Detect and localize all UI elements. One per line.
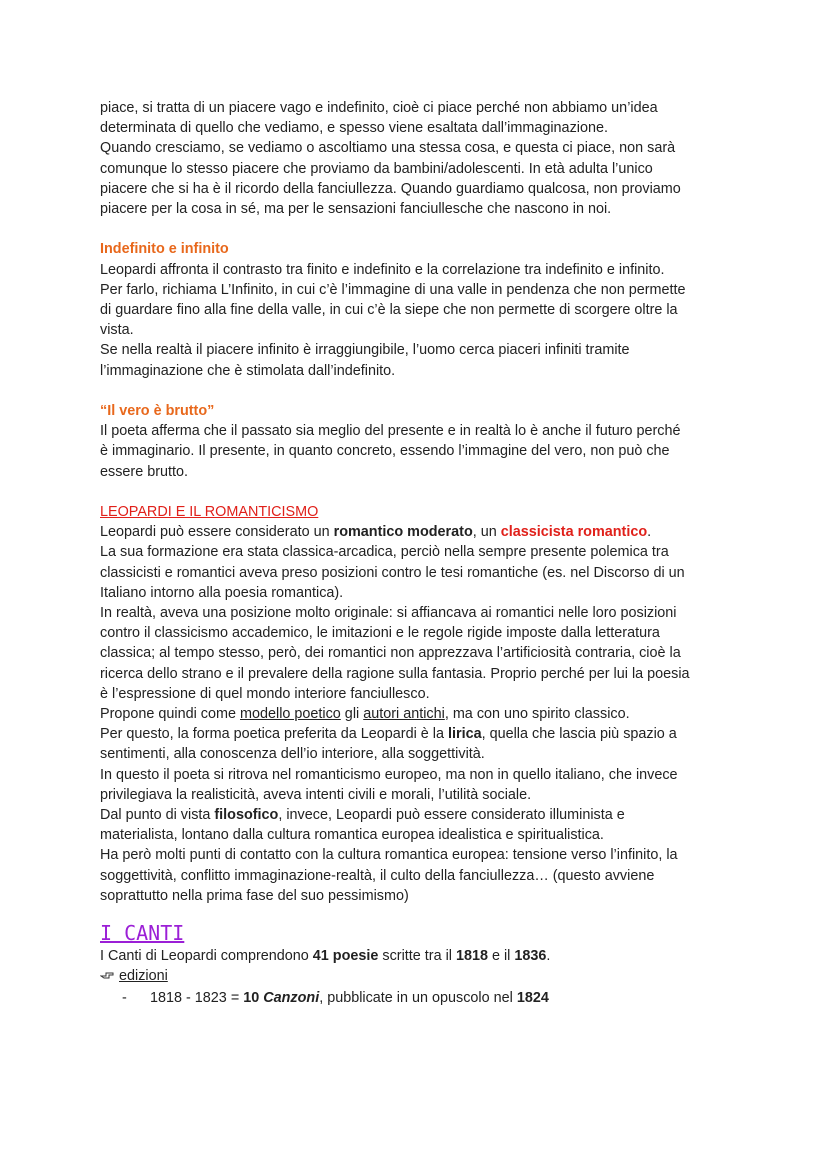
text-line: Leopardi può essere considerato un romantico moderato, un classicista romantico. [100, 524, 652, 541]
text-line: Per questo, la forma poetica preferita da Leopardi è la lirica, quella che lascia più spazio a [100, 726, 677, 743]
text-line: essere brutto. [100, 463, 188, 480]
hand-pointing-icon [100, 966, 115, 986]
text-line: classica; al tempo stesso, però, dei romantici non apprezzava l’artificiosità contraria, cioè la [100, 645, 681, 662]
bullet-dash: - [122, 990, 127, 1007]
bold-term: lirica [447, 726, 482, 743]
list-item [122, 988, 740, 1008]
paragraph-romanticismo [100, 522, 740, 906]
edizioni-label: edizioni [119, 968, 168, 985]
list-item-text: 1818 - 1823 = 10 Canzoni, pubblicate in un opuscolo nel 1824 [150, 990, 549, 1007]
text-line: privilegiava la realisticità, aveva intenti civili e morali, l’utilità sociale. [100, 786, 532, 803]
text-line: Propone quindi come modello poetico gli autori antichi, ma con uno spirito classico. [100, 706, 630, 723]
edizioni-line [100, 966, 740, 986]
text-line: Quando cresciamo, se vediamo o ascoltiamo una stessa cosa, e questa ci piace, non sarà [100, 140, 676, 157]
heading-indefinito-infinito: Indefinito e infinito [100, 241, 229, 258]
text-line: soprattutto nella prima fase del suo pessimismo) [100, 887, 409, 904]
bold-term: 1836 [514, 948, 547, 965]
underlined-term: modello poetico [240, 706, 341, 723]
text-line: Italiano intorno alla poesia romantica). [100, 584, 344, 601]
bold-term: filosofico [214, 807, 279, 824]
text-line: Il poeta afferma che il passato sia meglio del presente e in realtà lo è anche il futuro perché [100, 423, 681, 440]
bold-term: 41 poesie [312, 948, 379, 965]
highlighted-term: classicista romantico [500, 524, 648, 541]
text-line: piace, si tratta di un piacere vago e indefinito, cioè ci piace perché non abbiamo un’idea [100, 100, 658, 116]
text-line: Per farlo, richiama L’Infinito, in cui c’è l’immagine di una valle in pendenza che non permette [100, 281, 686, 298]
heading-vero-brutto: “Il vero è brutto” [100, 403, 215, 420]
spacer [100, 219, 740, 239]
document-page [100, 98, 740, 1009]
text-line: è l’espressione di quel mondo interiore fanciullesco. [100, 685, 430, 702]
text-line: I Canti di Leopardi comprendono 41 poesie scritte tra il 1818 e il 1836. [100, 948, 551, 965]
text-line: Leopardi affronta il contrasto tra finito e indefinito e la correlazione tra indefinito e infinito. [100, 261, 665, 278]
bold-term: 1824 [516, 990, 549, 1007]
text-line: Dal punto di vista filosofico, invece, Leopardi può essere considerato illuminista e [100, 807, 625, 824]
text-line: In questo il poeta si ritrova nel romanticismo europeo, ma non in quello italiano, che invece [100, 766, 678, 783]
bold-term: 1818 [455, 948, 488, 965]
text-line: piacere per la cosa in sé, ma per le sensazioni fanciullesche che nascono in noi. [100, 201, 612, 218]
text-line: Se nella realtà il piacere infinito è irraggiungibile, l’uomo cerca piaceri infiniti tramite [100, 342, 630, 359]
text-line: comunque lo stesso piacere che proviamo da bambini/adolescenti. In età adulta l’unico [100, 160, 653, 177]
underlined-term: autori antichi [363, 706, 445, 723]
text-line: In realtà, aveva una posizione molto originale: si affiancava ai romantici nelle loro posizioni [100, 605, 677, 622]
paragraph-piacere [100, 98, 740, 219]
text-line: di guardare fino alla fine della valle, in cui c’è la siepe che non permette di scorgere oltre la [100, 302, 678, 319]
text-line: contro il classicismo accademico, le imitazioni e le regole rigide imposte dalla letteratura [100, 625, 660, 642]
text-line: Ha però molti punti di contatto con la cultura romantica europea: tensione verso l’infinito, la [100, 847, 678, 864]
text-line: sentimenti, alla conoscenza dell’io interiore, alla soggettività. [100, 746, 485, 763]
text-line: vista. [100, 322, 134, 339]
text-line: classicisti e romantici aveva preso posizioni contro le tesi romantiche (es. nel Discorso di un [100, 564, 685, 581]
heading-leopardi-romanticismo: LEOPARDI E IL ROMANTICISMO [100, 504, 319, 521]
text-line: La sua formazione era stata classica-arcadica, perciò nella sempre presente polemica tra [100, 544, 669, 561]
text-line: determinata di quello che vediamo, e spesso viene esaltata dall’immaginazione. [100, 120, 608, 137]
heading-i-canti: I CANTI [100, 921, 185, 946]
paragraph-vero [100, 421, 740, 482]
text-line: ricerca dello strano e il prevalere della ragione sulla fantasia. Proprio perché per lui la poesia [100, 665, 690, 682]
text-line: l’immaginazione che è stimolata dall’indefinito. [100, 362, 396, 379]
text-line: è immaginario. Il presente, in quanto concreto, essendo l’immagine del vero, non può che [100, 443, 670, 460]
paragraph-indefinito [100, 260, 740, 381]
text-line: soggettività, conflitto immaginazione-realtà, il culto della fanciullezza… (questo avviene [100, 867, 655, 884]
italic-bold-term: Canzoni [263, 990, 320, 1007]
bold-term: romantico moderato [333, 524, 473, 541]
spacer [100, 381, 740, 401]
spacer [100, 482, 740, 502]
text-line: materialista, lontano dalla cultura romantica europea idealistica e spiritualistica. [100, 827, 604, 844]
text-line: piacere che si ha è il ricordo della fanciullezza. Quando guardiamo qualcosa, non proviamo [100, 180, 681, 197]
